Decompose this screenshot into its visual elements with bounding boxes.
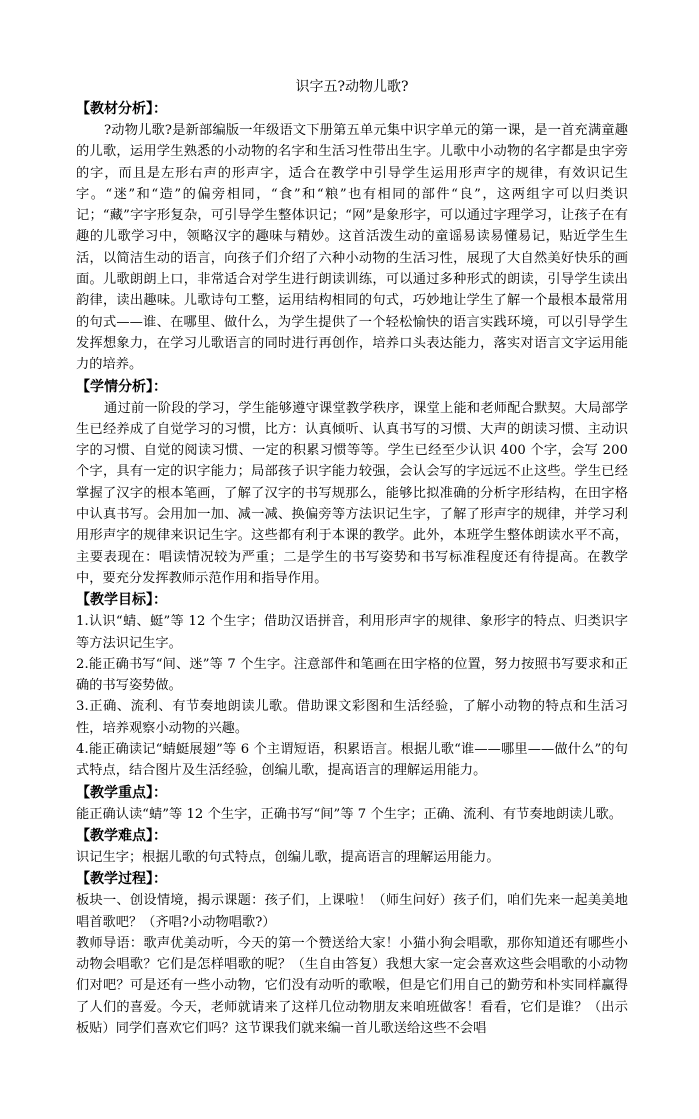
- paragraph: 板块一、创设情境，揭示课题：孩子们，上课啦！（师生问好）孩子们，咱们先来一起美美地唱首歌吧？（齐唱?小动物唱歌?）: [76, 893, 628, 930]
- paragraph: 4.能正确读记“蜻蜓展翅”等 6 个主谓短语，积累语言。根据儿歌“谁——哪里——做什么”的句式特点，结合图片及生活经验，创编儿歌，提高语言的理解运用能力。: [76, 742, 628, 779]
- paragraph: 教师导语：歌声优美动听，今天的第一个赞送给大家！小猫小狗会唱歌，那你知道还有哪些小动物会唱歌？它们是怎样唱歌的呢？（生自由答复）我想大家一定会喜欢这些会唱歌的小动物们对吧？可是还有一些小动物，它们没有动听的歌喉，但是它们用自己的勤劳和朴实同样赢得了人们的喜爱。今天，老师就请来了这样几位动物朋友来咱班做客！看看，它们是谁？（出示板贴）同学们喜欢它们吗？这节课我们就来编一首儿歌送给这些不会唱: [76, 935, 628, 1036]
- paragraph: 3.正确、流利、有节奏地朗读儿歌。借助课文彩图和生活经验，了解小动物的特点和生活习性，培养观察小动物的兴趣。: [76, 699, 628, 736]
- document-body: [76, 98, 628, 1039]
- paragraph: 识记生字；根据儿歌的句式特点，创编儿歌，提高语言的理解运用能力。: [76, 849, 500, 865]
- section-heading: 【教材分析】：: [76, 101, 167, 117]
- section-heading: 【教学难点】：: [76, 827, 167, 844]
- section-heading: 【学情分析】：: [76, 378, 167, 395]
- section: [76, 98, 628, 376]
- paragraph: 能正确认读“蜻”等 12 个生字，正确书写“间”等 7 个生字；正确、流利、有节奏地朗读儿歌。: [76, 806, 623, 822]
- paragraph: 通过前一阶段的学习，学生能够遵守课堂教学秩序，课堂上能和老师配合默契。大局部学生已经养成了自觉学习的习惯，比方：认真倾听、认真书写的习惯、大声的朗读习惯、主动识字的习惯、自觉的阅读习惯、一定的积累习惯等等。学生已经至少认识 400 个字，会写 200 个字，具有一定的识字能力；局部孩子识字能力较强，会认会写的字远远不止这些。学生已经掌握了汉字的根本笔画，了解了汉字的书写规那么，能够比拟准确的分析字形结构，在田字格中认真书写。会用加一加、减一减、换偏旁等方法识记生字，了解了形声字的规律，并学习利用形声字的规律来识记生字。这些都有利于本课的教学。此外，本班学生整体朗读水平不高，主要表现在：唱读情况较为严重；二是学生的书写姿势和书写标准程度还有待提高。在教学中，要充分发挥教师示范作用和指导作用。: [76, 400, 628, 586]
- section: [76, 376, 628, 590]
- section: [76, 589, 628, 781]
- section: [76, 868, 628, 1039]
- section-heading: 【教学过程】：: [76, 871, 167, 888]
- section: [76, 825, 628, 868]
- document-title: 识字五?动物儿歌?: [295, 79, 409, 95]
- paragraph: 2.能正确书写“间、迷”等 7 个生字。注意部件和笔画在田字格的位置，努力按照书写要求和正确的书写姿势做。: [76, 656, 628, 694]
- section-heading: 【教学目标】：: [76, 592, 167, 609]
- paragraph: 1.认识“蜻、蜓”等 12 个生字；借助汉语拼音，利用形声字的规律、象形字的特点、归类识字等方法识记生字。: [76, 614, 628, 651]
- section-heading: 【教学重点】：: [76, 784, 167, 801]
- document-page: [76, 76, 628, 1039]
- paragraph: ?动物儿歌?是新部编版一年级语文下册第五单元集中识字单元的第一课，是一首充满童趣的儿歌，运用学生熟悉的小动物的名字和生活习性带出生字。儿歌中小动物的名字都是虫字旁的字，而且是左形右声的形声字，适合在教学中引导学生运用形声字的规律，有效识记生字。“迷”和“造”的偏旁相同，“食”和“粮”也有相同的部件“良”，这两组字可以归类识记；“藏”字字形复杂，可引导学生整体识记；“网”是象形字，可以通过字理学习，让孩子在有趣的儿歌学习中，领略汉字的趣味与精妙。这首活泼生动的童谣易读易懂易记，贴近学生生活，以简洁生动的语言，向孩子们介绍了六种小动物的生活习性，展现了大自然美好快乐的画面。儿歌朗朗上口，非常适合对学生进行朗读训练，可以通过多种形式的朗读，引导学生读出韵律，读出趣味。儿歌诗句工整，运用结构相同的句式，巧妙地让学生了解一个最根本最常用的句式——谁、在哪里、做什么，为学生提供了一个轻松愉快的语言实践环境，可以引导学生发挥想象力，在学习儿歌语言的同时进行再创作，培养口头表达能力，落实对语言文字运用能力的培养。: [76, 123, 628, 373]
- section: [76, 782, 628, 825]
